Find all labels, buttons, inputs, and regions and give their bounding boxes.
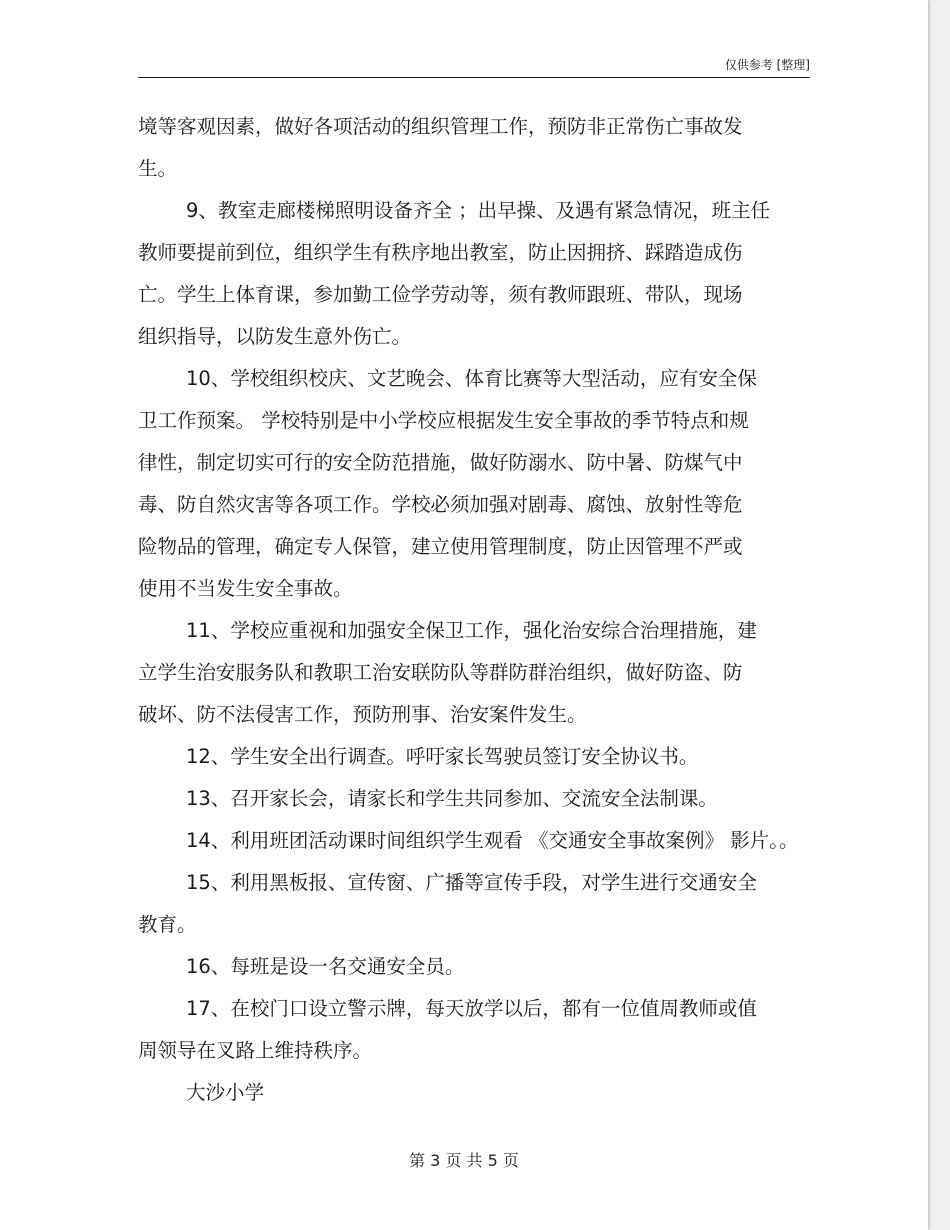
text-line: 17、在校门口设立警示牌，每天放学以后，都有一位值周教师或值 (186, 997, 757, 1020)
text-line: 毒、防自然灾害等各项工作。学校必须加强对剧毒、腐蚀、放射性等危 (138, 493, 743, 516)
text-line: 破坏、防不法侵害工作，预防刑事、治安案件发生。 (138, 703, 587, 726)
text-line: 使用不当发生安全事故。 (138, 577, 353, 600)
text-line: 生。 (138, 157, 178, 180)
header-note: 仅供参考 [整理] (724, 58, 810, 72)
signature-line: 大沙小学 (186, 1081, 265, 1104)
text-line: 立学生治安服务队和教职工治安联防队等群防群治组织，做好防盗、防 (138, 661, 743, 684)
text-line: 险物品的管理，确定专人保管，建立使用管理制度，防止因管理不严或 (138, 535, 743, 558)
header-rule (138, 77, 810, 78)
text-line: 教育。 (138, 913, 197, 936)
text-line: 11、学校应重视和加强安全保卫工作，强化治安综合治理措施，建 (186, 619, 757, 642)
text-line: 14、利用班团活动课时间组织学生观看 《交通安全事故案例》 影片。。 (186, 829, 799, 852)
text-line: 境等客观因素，做好各项活动的组织管理工作，预防非正常伤亡事故发 (138, 115, 743, 138)
text-line: 13、召开家长会，请家长和学生共同参加、交流安全法制课。 (186, 787, 718, 810)
text-line: 10、学校组织校庆、文艺晚会、体育比赛等大型活动，应有安全保 (186, 367, 757, 390)
text-line: 9、教室走廊楼梯照明设备齐全 ；出早操、及遇有紧急情况，班主任 (186, 199, 771, 222)
text-line: 卫工作预案。 学校特别是中小学校应根据发生安全事故的季节特点和规 (138, 409, 749, 432)
body-text (138, 106, 818, 1114)
text-line: 亡。学生上体育课，参加勤工俭学劳动等，须有教师跟班、带队，现场 (138, 283, 743, 306)
text-line: 周领导在叉路上维持秩序。 (138, 1039, 373, 1062)
text-line: 组织指导，以防发生意外伤亡。 (138, 325, 412, 348)
text-line: 律性，制定切实可行的安全防范措施，做好防溺水、防中暑、防煤气中 (138, 451, 743, 474)
text-line: 15、利用黑板报、宣传窗、广播等宣传手段，对学生进行交通安全 (186, 871, 757, 894)
text-line: 教师要提前到位，组织学生有秩序地出教室，防止因拥挤、踩踏造成伤 (138, 241, 743, 264)
text-line: 16、每班是设一名交通安全员。 (186, 955, 465, 978)
text-line: 12、学生安全出行调查。呼吁家长驾驶员签订安全协议书。 (186, 745, 699, 768)
page-footer: 第 3 页 共 5 页 (409, 1151, 519, 1170)
